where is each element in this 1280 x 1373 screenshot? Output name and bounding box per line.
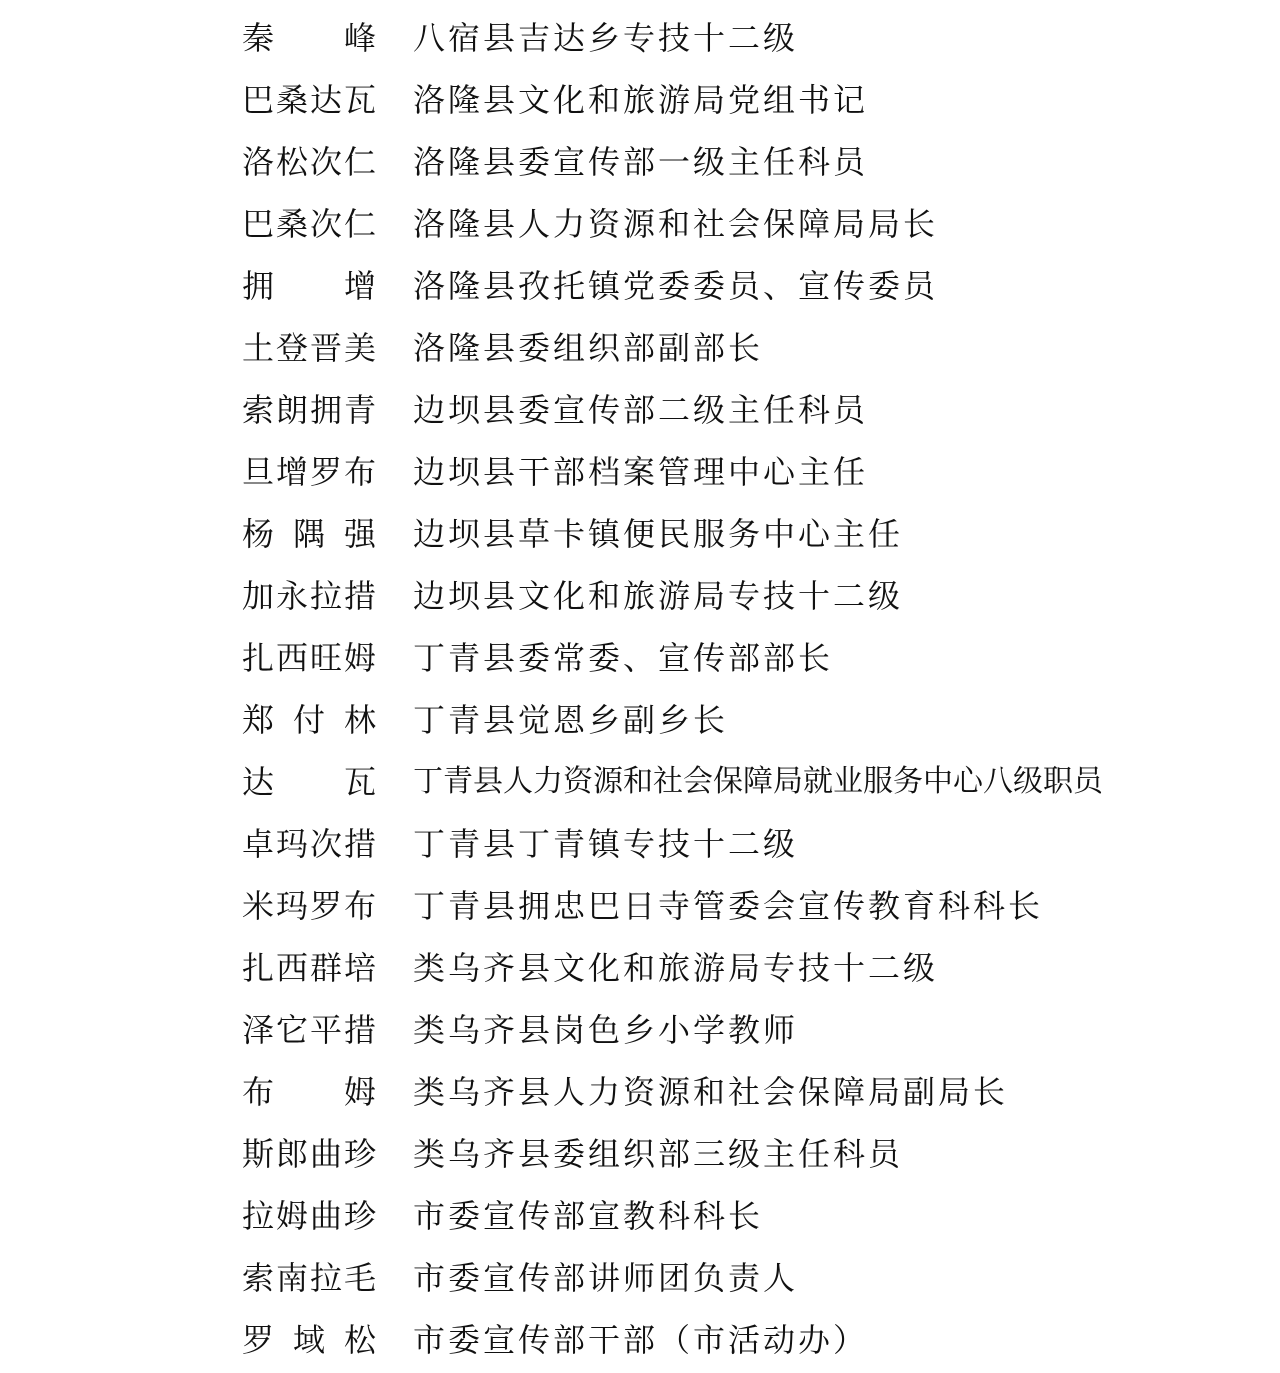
name-char: 郎 [275,1135,308,1173]
name-char: 索 [242,1259,275,1297]
name-char: 它 [275,1011,308,1049]
roster-row [0,502,1280,564]
person-name [242,80,376,120]
person-position: 丁青县觉恩乡副乡长 [413,701,729,739]
person-position: 市委宣传部干部（市活动办） [413,1321,869,1359]
roster-row [0,68,1280,130]
name-char: 措 [343,1011,376,1049]
roster-row [0,440,1280,502]
name-char: 玛 [275,887,308,925]
person-position: 丁青县拥忠巴日寺管委会宣传教育科科长 [413,887,1044,925]
name-char: 次 [309,143,342,181]
person-name [242,1320,376,1360]
person-position: 洛隆县委宣传部一级主任科员 [413,143,869,181]
person-name [242,452,376,492]
name-char: 郑 [242,701,275,739]
person-name [242,948,376,988]
name-char: 松 [275,143,308,181]
person-name [242,204,376,244]
name-char: 扎 [242,639,275,677]
name-char: 措 [343,825,376,863]
roster-row [0,316,1280,378]
roster-row [0,1060,1280,1122]
roster-row [0,130,1280,192]
name-char: 曲 [309,1135,342,1173]
person-name [242,18,376,58]
name-char: 拉 [242,1197,275,1235]
person-position: 类乌齐县委组织部三级主任科员 [413,1135,904,1173]
name-char: 扎 [242,949,275,987]
person-name [242,514,376,554]
person-position: 洛隆县委组织部副部长 [413,329,764,367]
person-position: 边坝县文化和旅游局专技十二级 [413,577,904,615]
person-position: 边坝县草卡镇便民服务中心主任 [413,515,904,553]
person-name [242,638,376,678]
name-char: 姆 [343,1073,376,1111]
person-position: 洛隆县人力资源和社会保障局局长 [413,205,939,243]
name-char: 西 [275,949,308,987]
name-char: 珍 [343,1197,376,1235]
name-char: 松 [343,1321,376,1359]
person-name [242,1072,376,1112]
name-char: 布 [242,1073,275,1111]
person-name [242,390,376,430]
name-char: 加 [242,577,275,615]
name-char: 巴 [242,81,275,119]
person-name [242,1010,376,1050]
name-char: 拉 [309,577,342,615]
name-char: 林 [343,701,376,739]
person-name [242,328,376,368]
name-char: 布 [343,453,376,491]
name-char: 登 [275,329,308,367]
name-char: 瓦 [343,81,376,119]
name-char: 卓 [242,825,275,863]
name-char: 布 [343,887,376,925]
person-name [242,886,376,926]
person-name [242,266,376,306]
name-char: 峰 [343,19,376,57]
name-char: 仁 [343,143,376,181]
person-position: 类乌齐县文化和旅游局专技十二级 [413,949,939,987]
name-char: 毛 [343,1259,376,1297]
name-char: 隅 [292,515,325,553]
person-name [242,824,376,864]
person-name [242,1134,376,1174]
roster-row [0,626,1280,688]
roster-row [0,378,1280,440]
name-char: 拥 [242,267,275,305]
person-name [242,700,376,740]
name-char: 次 [309,205,342,243]
person-name [242,142,376,182]
name-char: 玛 [275,825,308,863]
name-char: 拉 [309,1259,342,1297]
person-position: 丁青县委常委、宣传部部长 [413,639,834,677]
name-char: 青 [343,391,376,429]
name-char: 秦 [242,19,275,57]
name-char: 罗 [309,887,342,925]
roster-row [0,1122,1280,1184]
person-position: 类乌齐县人力资源和社会保障局副局长 [413,1073,1009,1111]
name-char: 次 [309,825,342,863]
name-char: 米 [242,887,275,925]
roster-row [0,812,1280,874]
person-name [242,1196,376,1236]
roster-row [0,936,1280,998]
name-char: 达 [242,763,275,801]
roster-list [0,6,1280,1370]
person-position: 边坝县干部档案管理中心主任 [413,453,869,491]
name-char: 西 [275,639,308,677]
name-char: 付 [292,701,325,739]
person-position: 洛隆县文化和旅游局党组书记 [413,81,869,119]
person-position: 市委宣传部讲师团负责人 [413,1259,799,1297]
name-char: 索 [242,391,275,429]
roster-row [0,192,1280,254]
name-char: 姆 [275,1197,308,1235]
name-char: 平 [309,1011,342,1049]
roster-row [0,874,1280,936]
name-char: 洛 [242,143,275,181]
person-name [242,1258,376,1298]
name-char: 杨 [242,515,275,553]
name-char: 达 [309,81,342,119]
name-char: 斯 [242,1135,275,1173]
roster-row [0,688,1280,750]
roster-row [0,750,1280,812]
person-position: 洛隆县孜托镇党委委员、宣传委员 [413,267,939,305]
name-char: 旺 [309,639,342,677]
name-char: 措 [343,577,376,615]
person-position: 类乌齐县岗色乡小学教师 [413,1011,799,1049]
person-position: 边坝县委宣传部二级主任科员 [413,391,869,429]
name-char: 南 [275,1259,308,1297]
name-char: 增 [275,453,308,491]
name-char: 朗 [275,391,308,429]
name-char: 培 [343,949,376,987]
roster-row [0,1184,1280,1246]
person-name [242,762,376,802]
name-char: 域 [292,1321,325,1359]
person-position: 丁青县丁青镇专技十二级 [413,825,799,863]
name-char: 瓦 [343,763,376,801]
person-position: 市委宣传部宣教科科长 [413,1197,764,1235]
name-char: 旦 [242,453,275,491]
name-char: 桑 [275,205,308,243]
name-char: 珍 [343,1135,376,1173]
roster-row [0,6,1280,68]
name-char: 强 [343,515,376,553]
name-char: 仁 [343,205,376,243]
name-char: 罗 [309,453,342,491]
roster-row [0,564,1280,626]
roster-row [0,254,1280,316]
name-char: 罗 [242,1321,275,1359]
name-char: 泽 [242,1011,275,1049]
person-position: 八宿县吉达乡专技十二级 [413,19,799,57]
name-char: 增 [343,267,376,305]
name-char: 姆 [343,639,376,677]
roster-row [0,998,1280,1060]
person-position: 丁青县人力资源和社会保障局就业服务中心八级职员 [413,764,1103,799]
name-char: 永 [275,577,308,615]
roster-row [0,1246,1280,1308]
name-char: 土 [242,329,275,367]
name-char: 桑 [275,81,308,119]
roster-row [0,1308,1280,1370]
person-name [242,576,376,616]
name-char: 群 [309,949,342,987]
name-char: 曲 [309,1197,342,1235]
name-char: 拥 [309,391,342,429]
name-char: 晋 [309,329,342,367]
name-char: 巴 [242,205,275,243]
name-char: 美 [343,329,376,367]
